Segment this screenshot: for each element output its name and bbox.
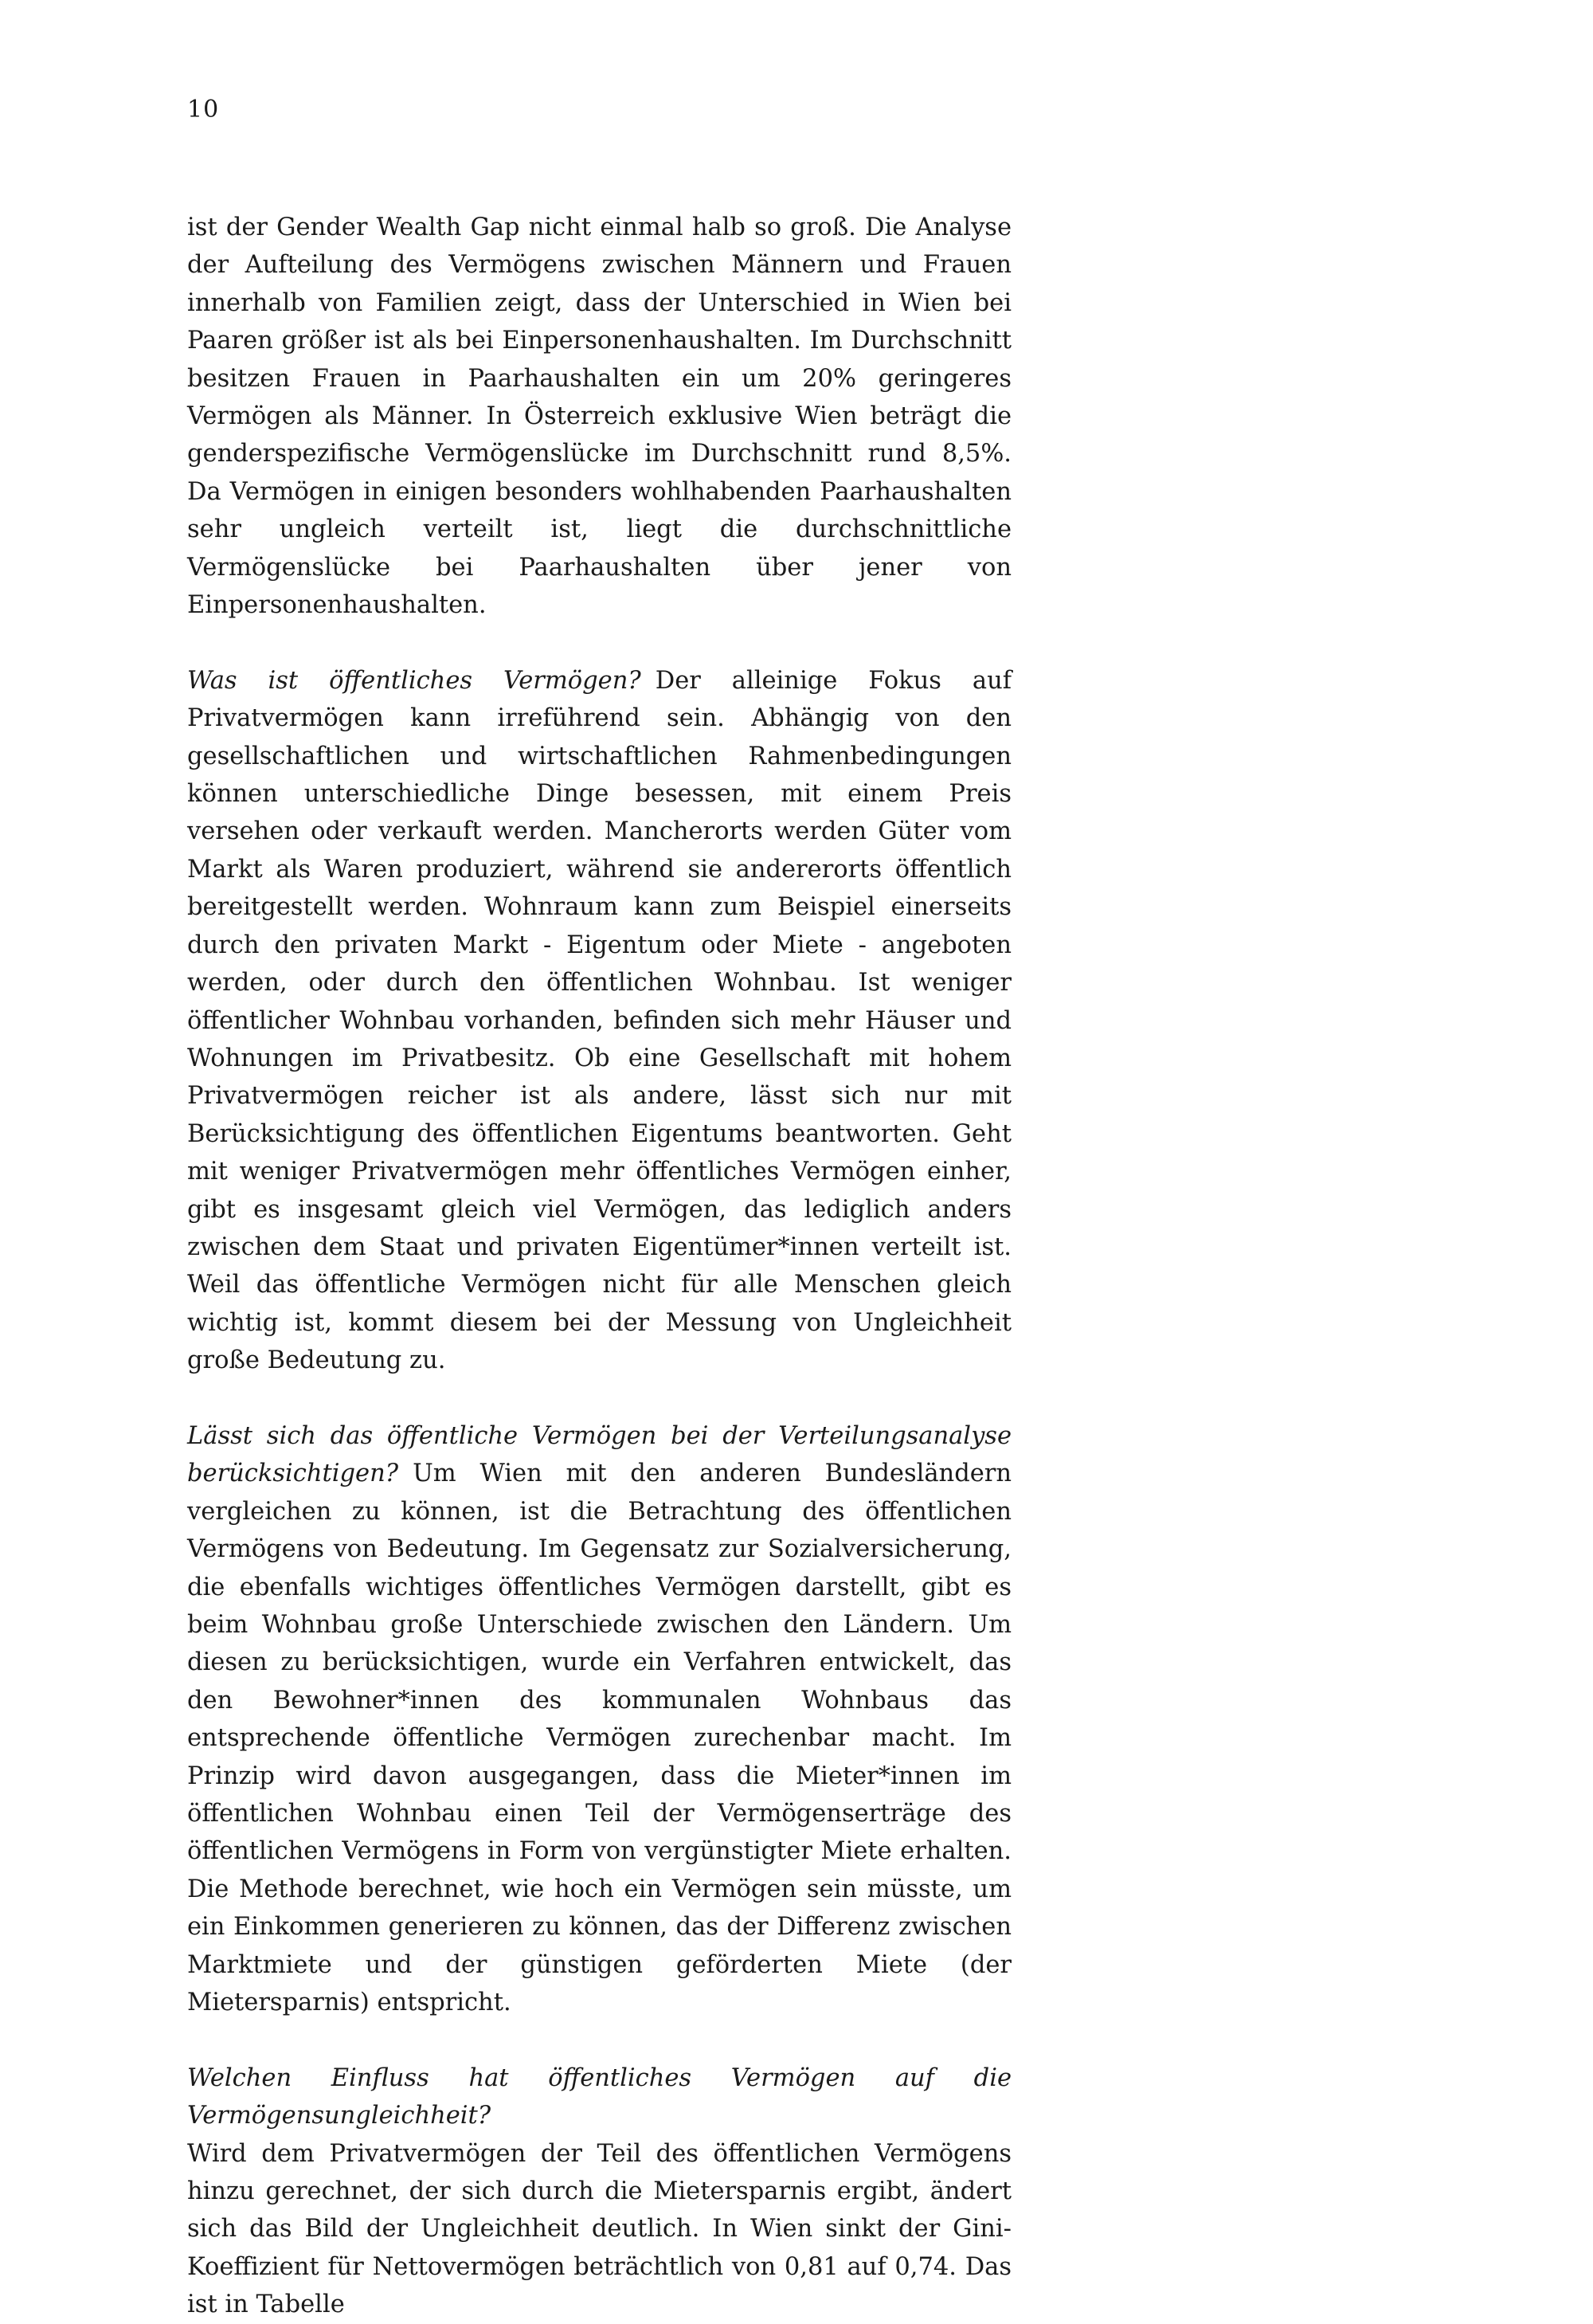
paragraph-text: Wird dem Privatvermögen der Teil des öffentlichen Vermögens hinzu gerechnet, der sich durch die Mietersparnis ergibt, ändert sich das Bild der Ungleichheit deutlich. In Wien sinkt der Gini-Koeffizient für Nettovermögen beträchtlich von 0,81 auf 0,74. Das ist in Tabelle (187, 2139, 1012, 2319)
paragraph-heading: Welchen Einfluss hat öffentliches Vermögen auf die Vermögensungleichheit? (187, 2063, 1012, 2130)
paragraph (187, 1417, 1012, 2022)
paragraph (187, 209, 1012, 624)
paragraph (187, 2059, 1012, 2324)
paragraph-text: Um Wien mit den anderen Bundesländern vergleichen zu können, ist die Betrachtung des öffentlichen Vermögens von Bedeutung. Im Gegensatz zur Sozialversicherung, die ebenfalls wichtiges öffentliches Vermögen darstellt, gibt es beim Wohnbau große Unterschiede zwischen den Ländern. Um diesen zu berücksichtigen, wurde ein Verfahren entwickelt, das den Bewohner*innen des kommunalen Wohnbaus das entsprechende öffentliche Vermögen zurechenbar macht. Im Prinzip wird davon ausgegangen, dass die Mieter*innen im öffentlichen Wohnbau einen Teil der Vermögenserträge des öffentlichen Vermögens in Form von vergünstigter Miete erhalten. Die Methode berechnet, wie hoch ein Vermögen sein müsste, um ein Einkommen generieren zu können, das der Differenz zwischen Marktmiete und der günstigen geförderten Miete (der Mietersparnis) entspricht. (187, 1460, 1012, 2017)
body-text (187, 209, 1012, 2324)
paragraph-heading: Lässt sich das öffentliche Vermögen bei der Verteilungsanalyse berücksichtigen? (187, 1421, 1012, 1488)
page-number: 10 (187, 96, 220, 123)
paragraph-text: ist der Gender Wealth Gap nicht einmal halb so groß. Die Analyse der Aufteilung des Vermögens zwischen Männern und Frauen innerhalb von Familien zeigt, dass der Unterschied in Wien bei Paaren größer ist als bei Einpersonenhaushalten. Im Durchschnitt besitzen Frauen in Paarhaushalten ein um 20% geringeres Vermögen als Männer. In Österreich exklusive Wien beträgt die genderspezifische Vermögenslücke im Durchschnitt rund 8,5%. Da Vermögen in einigen besonders wohlhabenden Paarhaushalten sehr ungleich verteilt ist, liegt die durchschnittliche Vermögenslücke bei Paarhaushalten über jener von Einpersonenhaushalten. (187, 214, 1012, 620)
paragraph-heading: Was ist öffentliches Vermögen? (187, 666, 641, 695)
paragraph (187, 662, 1012, 1380)
paragraph-text: Der alleinige Fokus auf Privatvermögen kann irreführend sein. Abhängig von den gesellschaftlichen und wirtschaftlichen Rahmenbedingungen können unterschiedliche Dinge besessen, mit einem Preis versehen oder verkauft werden. Mancherorts werden Güter vom Markt als Waren produziert, während sie andererorts öffentlich bereitgestellt werden. Wohnraum kann zum Beispiel einerseits durch den privaten Markt - Eigentum oder Miete - angeboten werden, oder durch den öffentlichen Wohnbau. Ist weniger öffentlicher Wohnbau vorhanden, befinden sich mehr Häuser und Wohnungen im Privatbesitz. Ob eine Gesellschaft mit hohem Privatvermögen reicher ist als andere, lässt sich nur mit Berücksichtigung des öffentlichen Eigentums beantworten. Geht mit weniger Privatvermögen mehr öffentliches Vermögen einher, gibt es insgesamt gleich viel Vermögen, das lediglich anders zwischen dem Staat und privaten Eigentümer*innen verteilt ist. Weil das öffentliche Vermögen nicht für alle Menschen gleich wichtig ist, kommt diesem bei der Messung von Ungleichheit große Bedeutung zu. (187, 666, 1012, 1375)
